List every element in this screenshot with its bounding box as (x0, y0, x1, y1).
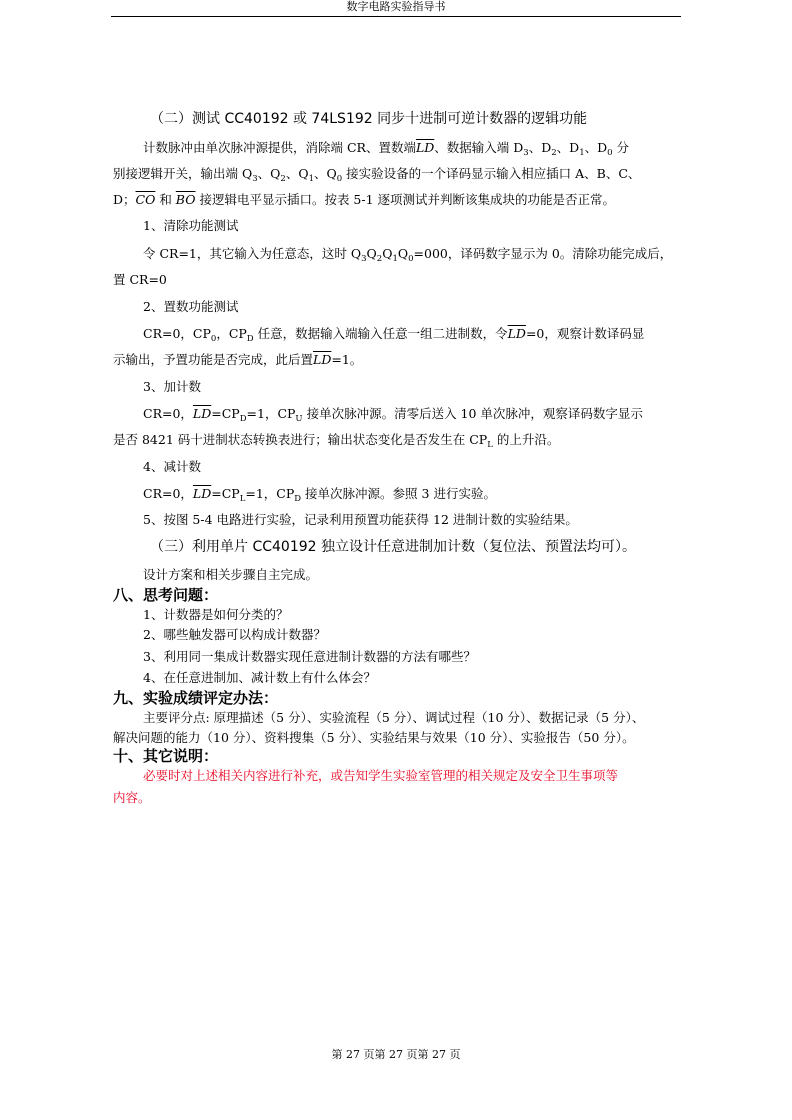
item-4-body: CR=0，$\overline{LD}=CP_L=1$，$CP_D$ 接单次脉冲源。参照 3 进行实验。 (143, 486, 496, 504)
item-1-body-line-2: 置 CR=0 (113, 272, 167, 287)
section-2-title: （二）测试 CC40192 或 74LS192 同步十进制可逆计数器的逻辑功能 (150, 111, 588, 127)
item-3-body-line-2: 是否 8421 码十进制状态转换表进行；输出状态变化是否发生在 $CP_L$ 的上升沿。 (113, 432, 560, 450)
co-overline: $\overline{CO}$ (135, 192, 156, 207)
item-3-title: 3、加计数 (143, 379, 201, 394)
item-5: 5、按图 5-4 电路进行实验，记录利用预置功能获得 12 进制计数的实验结果。 (143, 512, 578, 527)
notes-line-2: 内容。 (113, 790, 151, 805)
page-footer: 第 27 页第 27 页第 27 页 (331, 1048, 461, 1061)
ld-overline: $\overline{LD}$ (415, 140, 435, 155)
sec2-para-line-1: 计数脉冲由单次脉冲源提供，消除端 CR、置数端$\overline{LD}$、数据输入端 $D_3$、$D_2$、$D_1$、$D_0$ 分 (143, 140, 630, 158)
header-rule (111, 16, 681, 17)
item-1-title: 1、清除功能测试 (143, 218, 239, 233)
section-8-title: 八、思考问题： (113, 586, 219, 604)
question-1: 1、计数器是如何分类的？ (143, 607, 289, 622)
grading-line-1: 主要评分点: 原理描述（5 分）、实验流程（5 分）、调试过程（10 分）、数据记录（5 分）、 (143, 710, 645, 725)
item-1-body: 令 CR=1，其它输入为任意态，这时 $Q_3Q_2Q_1Q_0=000$，译码数字显示为 0。清除功能完成后， (143, 246, 673, 264)
item-2-body: CR=0，$CP_0$，$CP_D$ 任意，数据输入端输入任意一组二进制数，令$\overline{LD}=0$，观察计数译码显 (143, 326, 645, 344)
item-4-title: 4、减计数 (143, 459, 201, 474)
section-9-title: 九、实验成绩评定办法： (113, 689, 279, 707)
section-3-body: 设计方案和相关步骤自主完成。 (143, 567, 319, 582)
notes-line-1: 必要时对上述相关内容进行补充，或告知学生实验室管理的相关规定及安全卫生事项等 (143, 768, 619, 783)
grading-line-2: 解决问题的能力（10 分）、资料搜集（5 分）、实验结果与效果（10 分）、实验报告（50 分）。 (113, 730, 635, 745)
section-3-title: （三）利用单片 CC40192 独立设计任意进制加计数（复位法、预置法均可）。 (150, 539, 636, 555)
question-3: 3、利用同一集成计数器实现任意进制计数器的方法有哪些？ (143, 649, 476, 664)
item-2-title: 2、置数功能测试 (143, 299, 239, 314)
section-10-title: 十、其它说明： (113, 747, 219, 765)
question-2: 2、哪些触发器可以构成计数器？ (143, 627, 326, 642)
question-4: 4、在任意进制加、减计数上有什么体会？ (143, 670, 376, 685)
running-header: 数字电路实验指导书 (346, 0, 446, 13)
sec2-para-line-2: 别接逻辑开关，输出端 $Q_3$、$Q_2$、$Q_1$、$Q_0$ 接实验设备的一个译码显示输入相应插口 A、B、C、 (113, 166, 641, 184)
bo-overline: $\overline{BO}$ (175, 192, 196, 207)
item-3-body: CR=0，$\overline{LD}=CP_D=1$，$CP_U$ 接单次脉冲源。清零后送入 10 单次脉冲，观察译码数字显示 (143, 406, 643, 424)
item-2-body-line-2: 示输出，予置功能是否完成，此后置$\overline{LD}=1$。 (113, 352, 363, 367)
sec2-para-line-3: D；$\overline{CO}$ 和 $\overline{BO}$ 接逻辑电平显示插口。按表 5-1 逐项测试并判断该集成块的功能是否正常。 (113, 192, 616, 207)
